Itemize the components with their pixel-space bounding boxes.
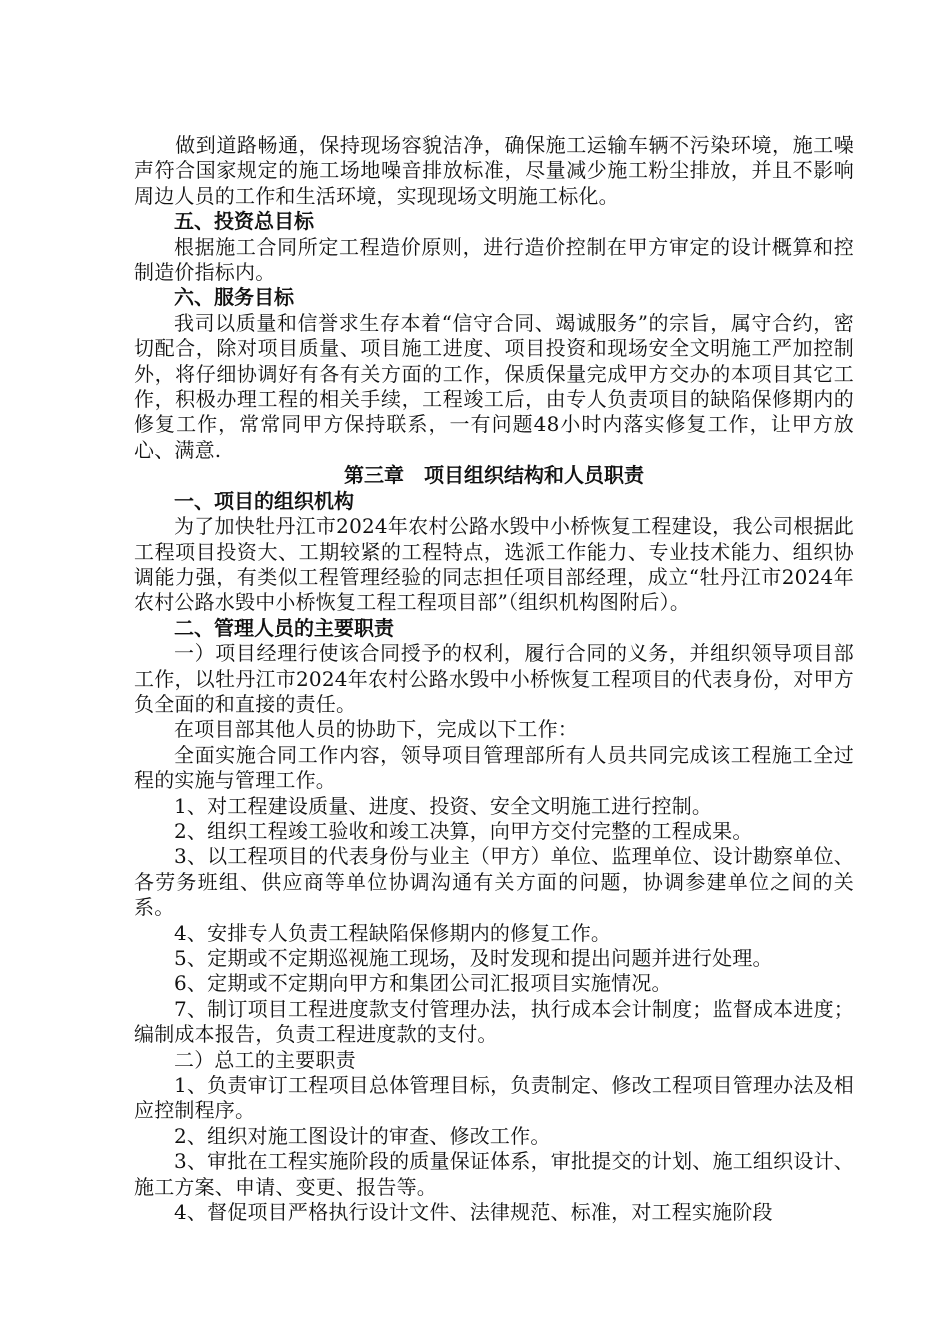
list-item: 1、对工程建设质量、进度、投资、安全文明施工进行控制。 (174, 793, 713, 818)
list-item: 3、以工程项目的代表身份与业主（甲方）单位、监理单位、设计勘察单位、各劳务班组、供应商等单位协调沟通有关方面的问题，协调参建单位之间的关系。 (134, 844, 854, 920)
section-heading: 五、投资总目标 (174, 209, 314, 234)
chapter-title: 第三章 项目组织结构和人员职责 (344, 463, 644, 488)
paragraph: 为了加快牡丹江市2024年农村公路水毁中小桥恢复工程建设，我公司根据此工程项目投资大、工期较紧的工程特点，选派工作能力、专业技术能力、组织协调能力强，有类似工程管理经验的同志担任项目部经理，成立“牡丹江市2024年农村公路水毁中小桥恢复工程工程项目部”（组织机构图附后）。 (134, 514, 854, 615)
list-item: 7、制订项目工程进度款支付管理办法，执行成本会计制度；监督成本进度；编制成本报告，负责工程进度款的支付。 (134, 996, 854, 1047)
section-heading: 一、项目的组织机构 (174, 488, 354, 513)
paragraph: 我司以质量和信誉求生存本着“信守合同、竭诚服务”的宗旨，属守合约，密切配合，除对项目质量、项目施工进度、项目投资和现场安全文明施工严加控制外，将仔细协调好有各有关方面的工作，保质保量完成甲方交办的本项目其它工作，积极办理工程的相关手续，工程竣工后，由专人负责项目的缺陷保修期内的修复工作，常常同甲方保持联系，一有问题48小时内落实修复工作，让甲方放心、满意. (134, 310, 854, 462)
list-item: 3、审批在工程实施阶段的质量保证体系，审批提交的计划、施工组织设计、施工方案、申请、变更、报告等。 (134, 1149, 854, 1199)
list-item: 6、定期或不定期向甲方和集团公司汇报项目实施情况。 (174, 971, 672, 996)
paragraph: 在项目部其他人员的协助下，完成以下工作： (174, 717, 578, 742)
document-body (134, 133, 854, 1225)
list-item: 2、组织对施工图设计的审查、修改工作。 (174, 1123, 551, 1148)
paragraph: 做到道路畅通，保持现场容貌洁净，确保施工运输车辆不污染环境，施工噪声符合国家规定的施工场地噪音排放标准，尽量减少施工粉尘排放，并且不影响周边人员的工作和生活环境，实现现场文明施工标化。 (134, 133, 854, 208)
section-heading: 二、管理人员的主要职责 (174, 615, 394, 640)
paragraph: 根据施工合同所定工程造价原则，进行造价控制在甲方审定的设计概算和控制造价指标内。 (134, 234, 854, 285)
paragraph: 全面实施合同工作内容，领导项目管理部所有人员共同完成该工程施工全过程的实施与管理工作。 (134, 742, 854, 793)
list-item: 2、组织工程竣工验收和竣工决算，向甲方交付完整的工程成果。 (174, 818, 753, 843)
list-item: 5、定期或不定期巡视施工现场，及时发现和提出问题并进行处理。 (174, 946, 773, 970)
list-item: 4、安排专人负责工程缺陷保修期内的修复工作。 (174, 920, 612, 945)
list-item: 4、督促项目严格执行设计文件、法律规范、标准，对工程实施阶段 (174, 1200, 773, 1225)
list-item: 1、负责审订工程项目总体管理目标，负责制定、修改工程项目管理办法及相应控制程序。 (134, 1073, 854, 1123)
subsection-heading: 二）总工的主要职责 (174, 1047, 356, 1072)
section-heading: 六、服务目标 (174, 285, 294, 310)
paragraph: 一）项目经理行使该合同授予的权利，履行合同的义务，并组织领导项目部工作，以牡丹江市2024年农村公路水毁中小桥恢复工程项目的代表身份，对甲方负全面的和直接的责任。 (134, 641, 854, 716)
